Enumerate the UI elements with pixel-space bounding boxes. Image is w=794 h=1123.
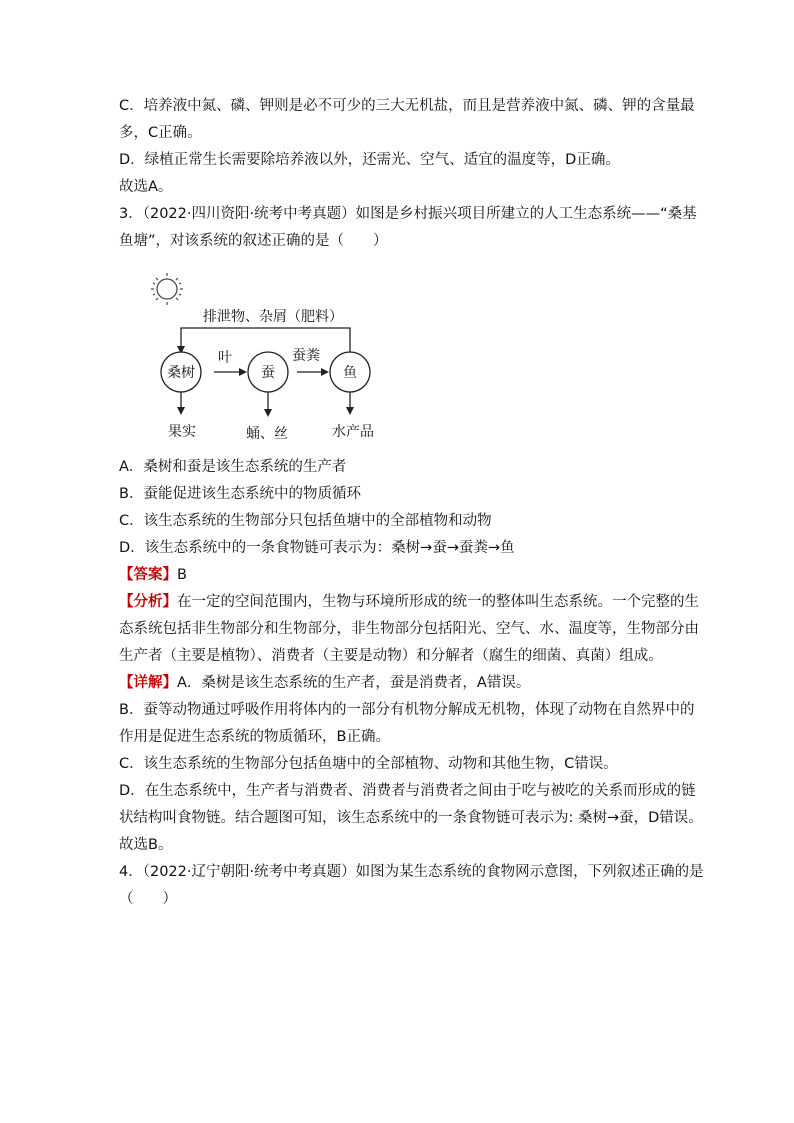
output-pupa-silk: 蛹、丝 [246, 426, 288, 442]
detail-line: 作用是促进生态系统的物质循环，B正确。 [119, 729, 390, 745]
detail-line: 故选B。 [119, 837, 173, 853]
option-b: B．蚕能促进该生态系统中的物质循环 [119, 486, 361, 502]
analysis-text: 在一定的空间范围内，生物与环境所形成的统一的整体叫生态系统。一个完整的生 [177, 594, 699, 610]
arrowhead [346, 407, 354, 415]
output-fruit: 果实 [168, 424, 196, 440]
question-4-stem: 4．（2022·辽宁朝阳·统考中考真题）如图为某生态系统的食物网示意图，下列叙述正确的是 [119, 864, 704, 880]
node-silkworm-label: 蚕 [261, 365, 275, 381]
question-4-stem-cont: （ ） [119, 891, 177, 907]
option-a: A．桑树和蚕是该生态系统的生产者 [119, 459, 347, 475]
text-line: C．培养液中氮、磷、钾则是必不可少的三大无机盐，而且是营养液中氮、磷、钾的含量最 [119, 98, 695, 114]
detail-line [119, 673, 530, 693]
detail-line: C．该生态系统的生物部分包括鱼塘中的全部植物、动物和其他生物，C错误。 [119, 756, 618, 772]
answer-value: B [177, 567, 187, 583]
arrow-feces-label: 蚕粪 [292, 348, 320, 364]
sun-icon [151, 273, 183, 305]
analysis-line [119, 592, 699, 612]
text-line: 故选A。 [119, 179, 173, 195]
question-3-stem-cont: 鱼塘”，对该系统的叙述正确的是（ ） [119, 233, 388, 249]
detail-line: 状结构叫食物链。结合题图可知，该生态系统中的一条食物链可表示为: 桑树→蚕，D错误。 [119, 810, 703, 826]
answer-tag: 【答案】 [119, 567, 177, 583]
detail-line: B．蚕等动物通过呼吸作用将体内的一部分有机物分解成无机物，体现了动物在自然界中的 [119, 702, 695, 718]
node-fish-label: 鱼 [343, 365, 357, 381]
detail-text: A．桑树是该生态系统的生产者，蚕是消费者，A错误。 [177, 675, 531, 691]
ecosystem-diagram [140, 268, 400, 448]
arrowhead [177, 407, 185, 415]
detail-line: D．在生态系统中，生产者与消费者、消费者与消费者之间由于吃与被吃的关系而形成的链 [119, 783, 696, 799]
feedback-arrow [181, 328, 350, 354]
arrowhead [321, 368, 329, 376]
analysis-tag: 【分析】 [119, 594, 177, 610]
analysis-line: 态系统包括非生物部分和生物部分，非生物部分包括阳光、空气、水、温度等，生物部分由 [119, 621, 699, 637]
text-line: 多，C正确。 [119, 125, 202, 141]
detail-tag: 【详解】 [119, 675, 177, 691]
option-c: C．该生态系统的生物部分只包括鱼塘中的全部植物和动物 [119, 513, 492, 529]
arrowhead [264, 409, 272, 417]
feedback-label: 排泄物、杂屑（肥料） [203, 309, 343, 325]
arrowhead [239, 368, 247, 376]
arrow-leaf-label: 叶 [218, 350, 232, 366]
analysis-line: 生产者（主要是植物）、消费者（主要是动物）和分解者（腐生的细菌、真菌）组成。 [119, 648, 663, 664]
answer-line [119, 565, 187, 585]
question-3-stem: 3．（2022·四川资阳·统考中考真题）如图是乡村振兴项目所建立的人工生态系统——“桑基 [119, 206, 697, 222]
output-aquatic: 水产品 [332, 424, 374, 440]
text-line: D．绿植正常生长需要除培养液以外，还需光、空气、适宜的温度等，D正确。 [119, 152, 620, 168]
option-d: D．该生态系统中的一条食物链可表示为：桑树→蚕→蚕粪→鱼 [119, 540, 515, 556]
node-mulberry-label: 桑树 [167, 365, 195, 381]
